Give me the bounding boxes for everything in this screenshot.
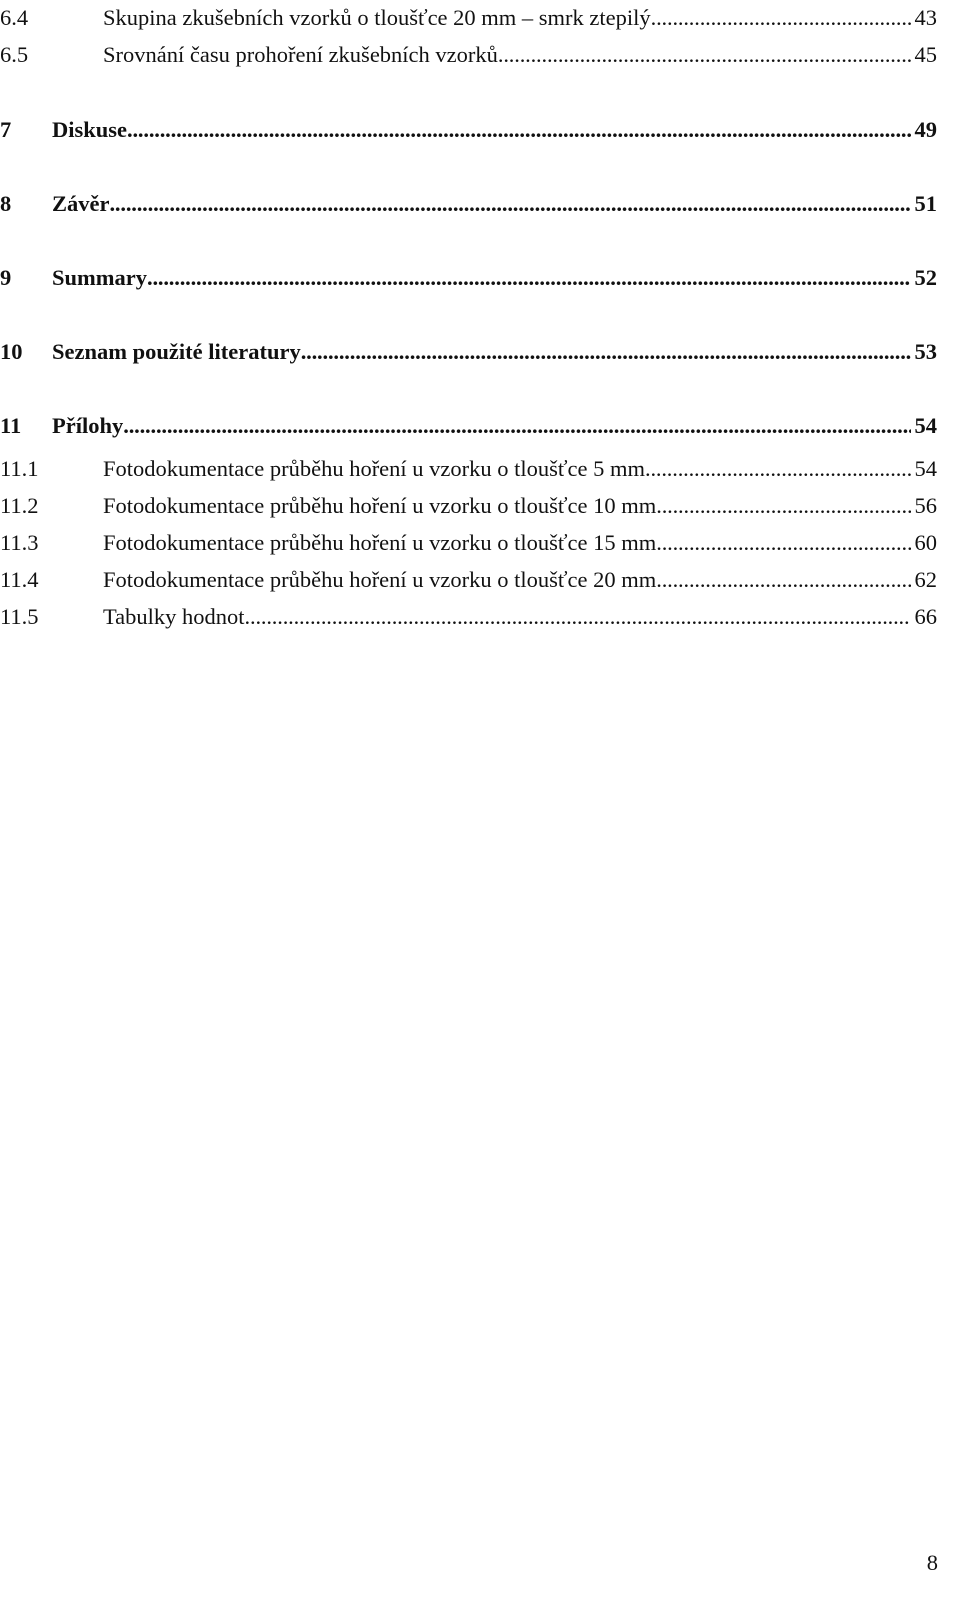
toc-entry-page: 66	[914, 604, 937, 629]
toc-entry[interactable]	[0, 565, 937, 595]
toc-entry[interactable]	[0, 454, 937, 484]
toc-entry-page: 49	[914, 117, 937, 142]
toc-entry-page: 62	[914, 567, 937, 592]
toc-entry[interactable]	[0, 337, 937, 367]
toc-entry-title: Tabulky hodnot	[103, 604, 245, 629]
toc-entry-title: Fotodokumentace průběhu hoření u vzorku o tloušťce 15 mm	[103, 530, 657, 555]
toc-entry-page: 51	[914, 191, 937, 216]
toc-entry-title: Summary	[52, 265, 147, 290]
toc-entry-title: Srovnání času prohoření zkušebních vzorků	[103, 42, 498, 67]
toc-entry-number: 7	[0, 117, 12, 142]
dot-leader	[498, 40, 911, 70]
toc-entry-number: 11.5	[0, 604, 39, 629]
toc-entry[interactable]	[0, 411, 937, 441]
toc-entry[interactable]	[0, 189, 937, 219]
toc-entry-title: Seznam použité literatury	[52, 339, 301, 364]
toc-entry[interactable]	[0, 40, 937, 70]
toc-entry-title: Fotodokumentace průběhu hoření u vzorku o tloušťce 20 mm	[103, 567, 657, 592]
dot-leader	[147, 263, 911, 293]
toc-entry-title: Diskuse	[52, 117, 128, 142]
toc-entry[interactable]	[0, 3, 937, 33]
toc-entry[interactable]	[0, 528, 937, 558]
dot-leader	[109, 189, 910, 219]
toc-entry-title: Přílohy	[52, 413, 124, 438]
dot-leader	[645, 454, 911, 484]
dot-leader	[656, 528, 910, 558]
dot-leader	[123, 411, 910, 441]
dot-leader	[651, 3, 911, 33]
toc-entry-number: 6.4	[0, 5, 29, 30]
toc-entry-page: 54	[914, 413, 937, 438]
toc-entry-number: 8	[0, 191, 12, 216]
toc-entry-page: 43	[914, 5, 937, 30]
toc-entry[interactable]	[0, 263, 937, 293]
toc-entry-title: Fotodokumentace průběhu hoření u vzorku o tloušťce 10 mm	[103, 493, 657, 518]
toc-entry-number: 11.3	[0, 530, 39, 555]
toc-entry-page: 56	[914, 493, 937, 518]
dot-leader	[127, 115, 910, 145]
toc-entry-page: 53	[914, 339, 937, 364]
page-number: 8	[926, 1550, 938, 1575]
toc-entry[interactable]	[0, 491, 937, 521]
toc-entry-title: Fotodokumentace průběhu hoření u vzorku o tloušťce 5 mm	[103, 456, 645, 481]
toc-entry-number: 10	[0, 339, 23, 364]
dot-leader	[656, 565, 910, 595]
toc-entry-title: Závěr	[52, 191, 110, 216]
toc-entry[interactable]	[0, 602, 937, 632]
toc-entry-page: 54	[914, 456, 937, 481]
dot-leader	[245, 602, 911, 632]
toc-entry-number: 9	[0, 265, 12, 290]
toc-entry-page: 52	[914, 265, 937, 290]
toc-entry[interactable]	[0, 115, 937, 145]
toc-entry-page: 45	[914, 42, 937, 67]
toc-entry-number: 11	[0, 413, 22, 438]
toc-entry-title: Skupina zkušebních vzorků o tloušťce 20 mm – smrk ztepilý	[103, 5, 651, 30]
dot-leader	[301, 337, 911, 367]
toc-entry-page: 60	[914, 530, 937, 555]
toc-entry-number: 11.2	[0, 493, 39, 518]
toc-entry-number: 11.1	[0, 456, 39, 481]
toc-entry-number: 6.5	[0, 42, 29, 67]
toc-entry-number: 11.4	[0, 567, 39, 592]
dot-leader	[656, 491, 910, 521]
